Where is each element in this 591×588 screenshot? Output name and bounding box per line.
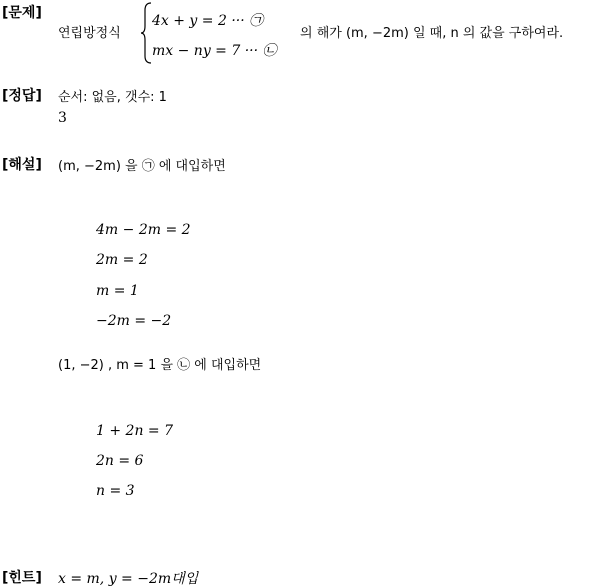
answer-label: [정답] xyxy=(2,88,42,104)
problem-label: [문제] xyxy=(2,5,42,21)
solution-line: 2n = 6 xyxy=(96,453,144,469)
solution-line: n = 3 xyxy=(96,483,135,499)
problem-condition: 의 해가 (m, −2m) 일 때, n 의 값을 구하여라. xyxy=(300,26,564,41)
solution-line: 2m = 2 xyxy=(96,252,148,268)
hint-label: [힌트] xyxy=(2,570,42,586)
problem-intro: 연립방정식 xyxy=(58,26,121,41)
hint-text: x = m, y = −2m대입 xyxy=(58,571,199,587)
solution-label: [해설] xyxy=(2,157,42,173)
answer-meta: 순서: 없음, 갯수: 1 xyxy=(58,90,167,105)
solution-line: 4m − 2m = 2 xyxy=(96,222,191,238)
answer-value: 3 xyxy=(58,110,67,126)
left-brace-icon xyxy=(140,2,152,64)
solution-step-2: (1, −2) , m = 1 을 ㉡ 에 대입하면 xyxy=(58,358,262,373)
equation-1: 4x + y = 2 ··· ㉠ xyxy=(152,13,264,29)
equation-2: mx − ny = 7 ··· ㉡ xyxy=(152,43,277,59)
solution-step-1: (m, −2m) 을 ㉠ 에 대입하면 xyxy=(58,159,226,174)
solution-line: 1 + 2n = 7 xyxy=(96,423,173,439)
solution-line: −2m = −2 xyxy=(96,313,172,329)
solution-line: m = 1 xyxy=(96,283,139,299)
